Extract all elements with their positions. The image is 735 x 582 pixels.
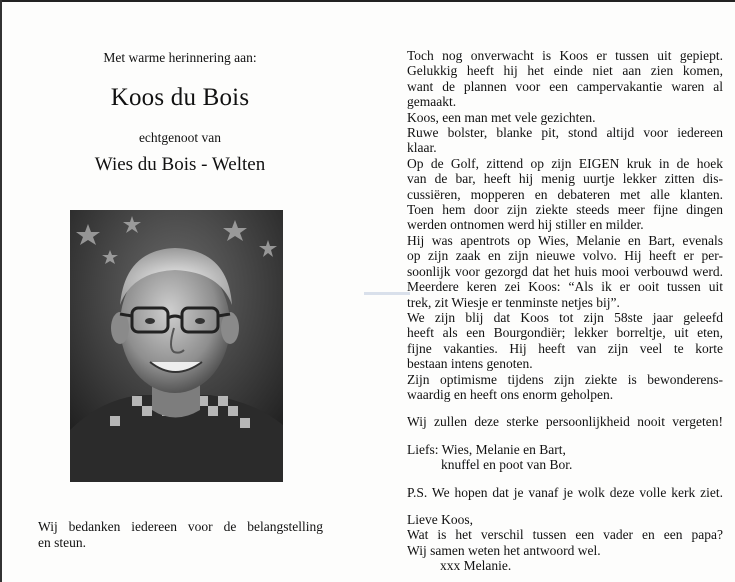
spacer <box>407 500 723 512</box>
text-line: Lieve Koos, <box>407 511 473 527</box>
text-line: Koos, een man met vele gezichten. <box>407 109 596 125</box>
text-line: trek, zit Wiesje er tenminste netjes bij”. <box>407 294 620 310</box>
thanks-line: Wij bedanken iedereen voor de belangstelling <box>38 519 323 534</box>
deceased-name: Koos du Bois <box>110 84 250 111</box>
text-line: knuffel en poot van Bor. <box>441 457 573 473</box>
portrait-photo <box>70 210 283 482</box>
portrait-illustration <box>70 210 283 482</box>
text-line: cussiëren, mopperen en debateren met alle klanten. <box>407 186 723 202</box>
spacer <box>407 430 723 442</box>
spacer <box>407 473 723 485</box>
text-line: Hij was apentrots op Wies, Melanie en Bart, evenals <box>407 232 723 248</box>
text-line: heeft als een Bourgondiër; lekker borreltje, uit eten, <box>407 325 723 341</box>
text-line: waardig en heeft ons enorm geholpen. <box>407 386 614 402</box>
text-line: op zijn zaak en zijn nieuwe volvo. Hij heeft er per- <box>407 248 723 264</box>
text-line: soonlijk voor gezorgd dat het huis mooi verbouwd werd. <box>407 263 723 279</box>
memorial-text <box>407 48 723 574</box>
text-line: P.S. We hopen dat je vanaf je wolk deze volle kerk ziet. <box>407 484 723 500</box>
scan-mark <box>364 292 410 295</box>
text-line: want de plannen voor een campervakantie waren al <box>407 78 723 94</box>
text-line: bestaan intens genoten. <box>407 356 533 372</box>
text-line: Zijn optimisme tijdens zijn ziekte is bewonderens- <box>407 371 723 387</box>
spouse-name: Wies du Bois - Welten <box>94 154 266 175</box>
text-line: xxx Melanie. <box>440 558 512 574</box>
text-line: Meerdere keren zei Koos: “Als ik er ooit tussen uit <box>407 279 723 295</box>
text-line: We zijn blij dat Koos tot zijn 58ste jaar geleefd <box>407 309 723 325</box>
text-line: Gelukkig heeft hij het einde niet aan zien komen, <box>407 63 723 79</box>
thanks-line: en steun. <box>38 535 86 550</box>
text-line: Ruwe bolster, blanke pit, stond altijd voor iedereen <box>407 125 723 141</box>
left-panel <box>0 0 360 582</box>
spacer <box>407 402 723 414</box>
text-line: Wij zullen deze sterke persoonlijkheid nooit vergeten! <box>407 414 723 430</box>
text-line: Wat is het verschil tussen een vader en een papa? <box>407 527 723 543</box>
text-line: van de bar, heeft hij menig uurtje lekker zitten dis- <box>407 171 723 187</box>
text-line: Op de Golf, zittend op zijn EIGEN kruk in de hoek <box>407 155 723 171</box>
text-line: Wij samen weten het antwoord wel. <box>407 542 601 558</box>
text-line: gemaakt. <box>407 94 457 110</box>
intro-text: Met warme herinnering aan: <box>103 50 257 65</box>
spouse-of-text: echtgenoot van <box>138 130 222 145</box>
text-line: werden ontnomen werd hij stiller en milder. <box>407 217 644 233</box>
text-line: Toen hem door zijn ziekte steeds meer fijne dingen <box>407 202 723 218</box>
text-line: Liefs: Wies, Melanie en Bart, <box>407 441 566 457</box>
text-line: Toch nog onverwacht is Koos er tussen uit gepiept. <box>407 48 723 63</box>
text-line: fijne vakanties. Hij heeft van zijn veel te korte <box>407 340 723 356</box>
thanks-text <box>38 519 323 551</box>
text-line: klaar. <box>407 140 437 156</box>
